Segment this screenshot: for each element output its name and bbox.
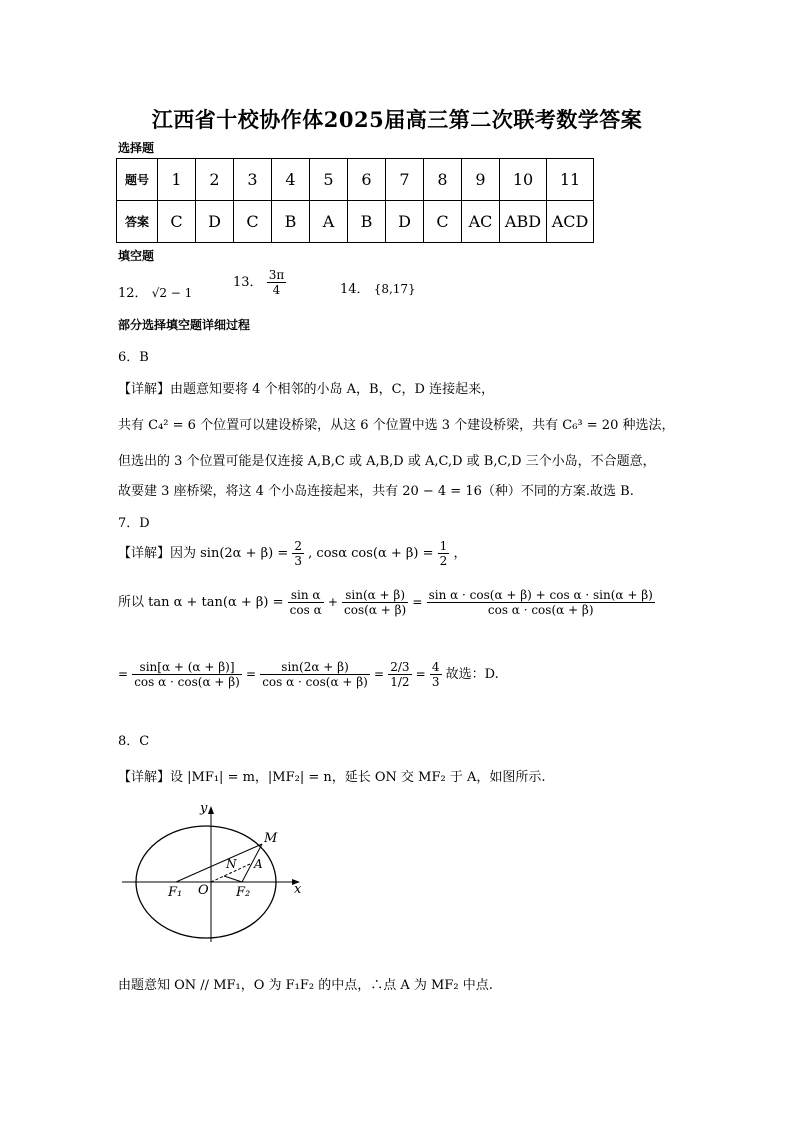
answer-cell: B [272,201,310,243]
question-number: 2 [196,159,234,201]
fraction [288,588,324,617]
label-a: A [254,857,263,871]
fraction [132,660,242,689]
fraction [292,539,304,568]
label-o: O [198,883,209,898]
denominator: 3 [294,554,303,568]
question-number: 11 [547,159,594,201]
numerator: 2 [294,539,303,553]
q7-line1 [118,539,466,568]
detail-heading: 部分选择填空题详细过程 [118,318,251,332]
denominator: 3 [431,675,440,689]
segment-nf2 [224,876,242,882]
answer-cell: ACD [547,201,594,243]
fraction [388,660,411,689]
label-f1: F₁ [168,885,183,900]
denominator: 2 [439,554,448,568]
question-number: 1 [158,159,196,201]
numerator: 4 [431,660,440,674]
answer-cell: C [424,201,462,243]
q6-line4: 故要建 3 座桥梁，将这 4 个小岛连接起来，共有 20 − 4 = 16（种）不同的方案.故选 B. [118,484,634,499]
label-y: y [200,801,208,816]
q7-line3: = $\frac{\sin[\alpha + (\alpha + \beta)]}{\text{cos α · cos(α + β)}}$ = $\frac{\sin(2\alpha + \beta)}{\text{cos α · cos(α + β)}}$ = $\frac{2/3}{1/2}$ = $\frac{4}{3}$ 故选：D. [118,660,499,689]
question-number: 7 [386,159,424,201]
y-axis-arrow-icon [208,806,214,814]
segment-mf1 [176,844,262,882]
denominator: cos α [289,603,322,617]
label-m: M [264,831,278,846]
numerator: 1 [439,539,448,553]
label-n: N [226,857,237,871]
q14-label: 14． [340,282,370,297]
q13-numerator: 3π [268,268,285,282]
row-label-number: 题号 [117,159,158,201]
q6-label: 6．B [118,350,149,365]
fraction [430,660,442,689]
answer-cell: AC [462,201,500,243]
answer-cell: ABD [500,201,547,243]
question-number: 10 [500,159,547,201]
numerator: sin α [288,588,324,603]
answer-cell: C [234,201,272,243]
answer-cell: D [386,201,424,243]
answer-cell: A [310,201,348,243]
fill-q14 [340,278,416,297]
fill-q12 [118,282,192,301]
fill-heading: 填空题 [118,249,155,263]
fraction [260,660,370,689]
q7-given-sin: 【详解】因为 sin(2α + β) = [118,546,289,561]
q12-answer: √2 − 1 [151,286,193,300]
question-number: 5 [310,159,348,201]
denominator: cos α · cos(α + β) [487,603,594,617]
answer-cell: C [158,201,196,243]
fraction [342,588,408,617]
q6-line2: 共有 C₄² = 6 个位置可以建设桥梁，从这 6 个位置中选 3 个建设桥梁，共有 C₆³ = 20 种选法， [118,418,675,433]
question-number: 6 [348,159,386,201]
q12-label: 12． [118,286,148,301]
denominator: cos α · cos(α + β) [262,675,368,689]
numerator: sin[α + (α + β)] [132,660,242,675]
question-number: 9 [462,159,500,201]
q7-line2: 所以 tan α + tan(α + β) = $\frac{\text{sin α}}{\text{cos α}}$ + $\frac{\sin(\alpha + \beta)}{\cos(\alpha + \beta)}$ = $\frac{\text{sin α · cos(α + β) + cos α · sin(α + β)}}{\text{cos α · cos(α + β)}}$ [118,588,653,617]
label-x: x [294,882,302,897]
denominator: cos(α + β) [344,603,407,617]
q13-label: 13． [233,275,263,290]
q8-last-line: 由题意知 ON // MF₁，O 为 F₁F₂ 的中点，∴点 A 为 MF₂ 中点. [118,978,493,993]
q13-denominator: 4 [272,283,281,297]
q6-line1: 【详解】由题意知要将 4 个相邻的小岛 A，B，C，D 连接起来， [118,382,495,397]
answer-table [116,158,594,243]
fill-q13 [233,268,286,297]
denominator: 1/2 [390,675,410,689]
q14-answer: {8,17} [373,282,416,296]
numerator: sin(2α + β) [260,660,370,675]
fraction [427,588,655,617]
q7-given-cos: , cosα cos(α + β) = [308,546,434,561]
answer-cell: B [348,201,386,243]
punctuation: ， [453,546,467,561]
q13-answer [267,268,287,297]
page-title: 江西省十校协作体2025届高三第二次联考数学答案 [151,107,643,132]
q8-line1: 【详解】设 |MF₁| = m，|MF₂| = n，延长 ON 交 MF₂ 于 A，如图所示. [118,770,546,785]
numerator: sin α · cos(α + β) + cos α · sin(α + β) [428,588,653,602]
ellipse-figure [118,796,318,946]
q6-line3: 但选出的 3 个位置可能是仅连接 A,B,C 或 A,B,D 或 A,C,D 或 B,C,D 三个小岛，不合题意， [118,454,656,469]
number-row [117,159,594,201]
row-label-answer: 答案 [117,201,158,243]
numerator: 2/3 [390,660,410,674]
numerator: sin(α + β) [342,588,408,603]
question-number: 4 [272,159,310,201]
answer-row [117,201,594,243]
label-f2: F₂ [236,885,251,900]
fraction [438,539,450,568]
question-number: 8 [424,159,462,201]
answer-cell: D [196,201,234,243]
q8-label: 8．C [118,734,150,749]
q7-conclusion: 故选：D. [445,667,499,682]
denominator: cos α · cos(α + β) [134,675,240,689]
q7-so-text: 所以 tan α + tan(α + β) = [118,595,284,610]
q7-label: 7．D [118,516,150,531]
choice-heading: 选择题 [118,141,155,155]
question-number: 3 [234,159,272,201]
